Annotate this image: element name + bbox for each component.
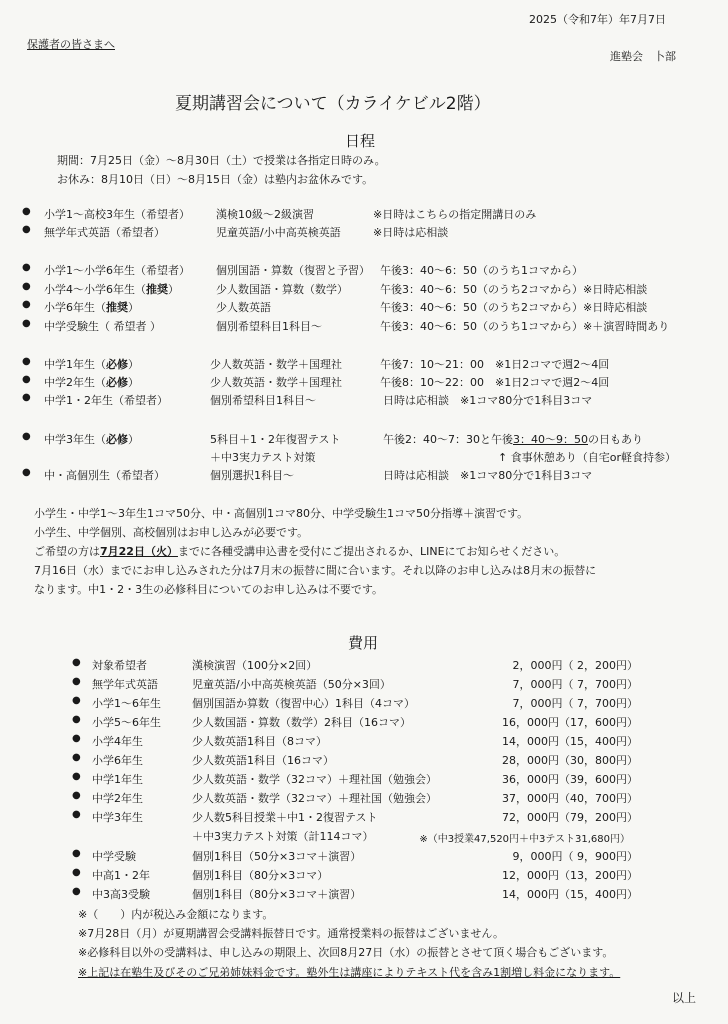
fee-target: 小学5～6年生 <box>92 716 161 729</box>
bullet-icon: ● <box>22 392 31 403</box>
schedule-time: 午後3：40～6：50（のうち1コマから）※＋演習時間あり <box>380 320 670 333</box>
schedule-grade: 中学3年生（必修） <box>44 433 139 446</box>
schedule-time: 午後3：40～6：50（のうち2コマから）※日時応相談 <box>380 301 648 314</box>
fee-target: 中高1・2年 <box>92 869 150 882</box>
issue-date: 2025（令和7年）年7月7日 <box>529 13 666 26</box>
bullet-icon: ● <box>72 752 81 763</box>
fee-target: 中学2年生 <box>92 792 143 805</box>
bullet-icon: ● <box>22 467 31 478</box>
fee-note: ※7月28日（月）が夏期講習会受講料振替日です。通常授業料の振替はございません。 <box>78 927 504 940</box>
sender: 進塾会 卜部 <box>610 50 676 63</box>
schedule-time: 午後3：40～6：50（のうち1コマから） <box>380 264 583 277</box>
fee-course: 少人数英語・数学（32コマ）＋理社国（勉強会） <box>192 792 437 805</box>
schedule-note: なります。中1・2・3生の必修科目についてのお申し込みは不要です。 <box>34 583 384 596</box>
fee-price: 2，000円（ 2，200円） <box>512 659 638 672</box>
bullet-icon: ● <box>22 318 31 329</box>
fees-heading: 費用 <box>348 634 379 652</box>
schedule-time: 日時は応相談 ※1コマ80分で1科目3コマ <box>383 469 593 482</box>
fee-course: 個別国語か算数（復習中心）1科目（4コマ） <box>192 697 415 710</box>
bullet-icon: ● <box>22 224 31 235</box>
schedule-course: 児童英語/小中高英検英語 <box>216 226 341 239</box>
schedule-period: 期間：7月25日（金）～8月30日（土）で授業は各指定日時のみ。 <box>57 154 386 167</box>
fee-price: 9，000円（ 9，900円） <box>512 850 638 863</box>
bullet-icon: ● <box>72 809 81 820</box>
schedule-grade: 小学1～高校3年生（希望者） <box>44 208 190 221</box>
closing-mark: 以上 <box>672 991 697 1005</box>
schedule-time: ※日時はこちらの指定開講日のみ <box>373 208 537 221</box>
page-title: 夏期講習会について（カライケビル2階） <box>175 94 491 114</box>
bullet-icon: ● <box>72 657 81 668</box>
schedule-course: 個別国語・算数（復習と予習） <box>216 264 370 277</box>
schedule-grade: 無学年式英語（希望者） <box>44 226 165 239</box>
fee-target: 中学1年生 <box>92 773 143 786</box>
bullet-icon: ● <box>72 771 81 782</box>
schedule-grade: 小学1～小学6年生（希望者） <box>44 264 190 277</box>
schedule-note: 小学生・中学1～3年生1コマ50分、中・高個別1コマ80分、中学受験生1コマ50分指導＋演習です。 <box>34 507 529 520</box>
schedule-time: 午後3：40～6：50（のうち2コマから）※日時応相談 <box>380 283 648 296</box>
fee-target: 小学6年生 <box>92 754 143 767</box>
schedule-grade: 中学受験生（ 希望者 ） <box>44 320 161 333</box>
fee-price: 28，000円（30，800円） <box>502 754 638 767</box>
schedule-time: ※日時は応相談 <box>373 226 449 239</box>
schedule-grade: 小学6年生（推奨） <box>44 301 139 314</box>
schedule-grade: 中学1年生（必修） <box>44 358 139 371</box>
schedule-holiday: お休み：8月10日（日）～8月15日（金）は塾内お盆休みです。 <box>57 173 374 186</box>
schedule-course: 個別希望科目1科目～ <box>210 394 316 407</box>
bullet-icon: ● <box>22 299 31 310</box>
fee-price: 12，000円（13，200円） <box>502 869 638 882</box>
schedule-course: 少人数国語・算数（数学） <box>216 283 348 296</box>
schedule-note: 7月16日（水）までにお申し込みされた分は7月末の振替に間に合います。それ以降のお申し込みは8月末の振替に <box>34 564 597 577</box>
bullet-icon: ● <box>72 676 81 687</box>
bullet-icon: ● <box>22 356 31 367</box>
schedule-course: 5科目＋1・2年復習テスト <box>210 433 341 446</box>
bullet-icon: ● <box>22 281 31 292</box>
fee-target: 中3高3受験 <box>92 888 150 901</box>
schedule-course: 漢検10級～2級演習 <box>216 208 314 221</box>
bullet-icon: ● <box>22 374 31 385</box>
bullet-icon: ● <box>22 206 31 217</box>
fee-note: ※（ ）内が税込み金額になります。 <box>78 908 274 921</box>
bullet-icon: ● <box>22 431 31 442</box>
schedule-grade: 小学4～小学6年生（推奨） <box>44 283 179 296</box>
bullet-icon: ● <box>72 867 81 878</box>
fee-course: 個別1科目（50分×3コマ＋演習） <box>192 850 362 863</box>
fee-price: 7，000円（ 7，700円） <box>512 678 638 691</box>
fee-course: 少人数英語・数学（32コマ）＋理社国（勉強会） <box>192 773 437 786</box>
fee-course: 個別1科目（80分×3コマ＋演習） <box>192 888 362 901</box>
addressee: 保護者の皆さまへ <box>27 38 115 51</box>
fee-target: 小学1～6年生 <box>92 697 161 710</box>
fee-target: 中学受験 <box>92 850 136 863</box>
schedule-course: 個別希望科目1科目～ <box>216 320 322 333</box>
fee-target: 無学年式英語 <box>92 678 158 691</box>
fee-target: 小学4年生 <box>92 735 143 748</box>
schedule-grade: 中・高個別生（希望者） <box>44 469 165 482</box>
fee-price: 14，000円（15，400円） <box>502 888 638 901</box>
bullet-icon: ● <box>72 714 81 725</box>
fee-course-extra: ＋中3実力テスト対策（計114コマ） <box>192 830 374 843</box>
bullet-icon: ● <box>72 695 81 706</box>
schedule-course: 少人数英語・数学＋国理社 <box>210 376 342 389</box>
schedule-time: 午後2：40～7：30と午後3：40～9：50の日もあり <box>383 433 643 446</box>
fee-price: 37，000円（40，700円） <box>502 792 638 805</box>
fee-course: 少人数英語1科目（8コマ） <box>192 735 327 748</box>
deadline-note: ご希望の方は7月22日（火）までに各種受講申込書を受付にご提出されるか、LINEにてお知らせください。 <box>34 545 566 558</box>
schedule-note: 小学生、中学個別、高校個別はお申し込みが必要です。 <box>34 526 309 539</box>
fee-price: 7，000円（ 7，700円） <box>512 697 638 710</box>
schedule-course: 個別選択1科目～ <box>210 469 294 482</box>
bullet-icon: ● <box>72 790 81 801</box>
schedule-course: 少人数英語 <box>216 301 271 314</box>
schedule-course: 少人数英語・数学＋国理社 <box>210 358 342 371</box>
fee-price-breakdown: ※（中3授業47,520円＋中3テスト31,680円） <box>419 834 630 845</box>
fee-course: 漢検演習（100分×2回） <box>192 659 318 672</box>
fee-course: 児童英語/小中高英検英語（50分×3回） <box>192 678 391 691</box>
bullet-icon: ● <box>72 886 81 897</box>
fee-price: 14，000円（15，400円） <box>502 735 638 748</box>
fee-course: 少人数5科目授業＋中1・2復習テスト <box>192 811 378 824</box>
schedule-time: 日時は応相談 ※1コマ80分で1科目3コマ <box>383 394 593 407</box>
fee-course: 少人数英語1科目（16コマ） <box>192 754 334 767</box>
fee-price: 16，000円（17，600円） <box>502 716 638 729</box>
bullet-icon: ● <box>22 262 31 273</box>
fee-price: 36，000円（39，600円） <box>502 773 638 786</box>
fee-target: 対象希望者 <box>92 659 147 672</box>
schedule-grade: 中学2年生（必修） <box>44 376 139 389</box>
schedule-time: 午後7：10～21：00 ※1日2コマで週2～4回 <box>380 358 610 371</box>
schedule-course-extra: ＋中3実力テスト対策 <box>210 451 316 464</box>
fee-course: 個別1科目（80分×3コマ） <box>192 869 329 882</box>
fee-course: 少人数国語・算数（数学）2科目（16コマ） <box>192 716 411 729</box>
fee-price: 72，000円（79，200円） <box>502 811 638 824</box>
schedule-grade: 中学1・2年生（希望者） <box>44 394 168 407</box>
schedule-heading: 日程 <box>345 132 376 150</box>
fee-note: ※上記は在塾生及びそのご兄弟姉妹料金です。塾外生は講座によりテキスト代を含み1割増し料金になります。 <box>78 966 621 979</box>
bullet-icon: ● <box>72 733 81 744</box>
fee-note: ※必修科目以外の受講料は、申し込みの期限上、次回8月27日（水）の振替とさせて頂く場合もございます。 <box>78 946 614 959</box>
bullet-icon: ● <box>72 848 81 859</box>
fee-target: 中学3年生 <box>92 811 143 824</box>
schedule-time-extra: ↑ 食事休憩あり（自宅or軽食持参） <box>498 451 676 464</box>
schedule-time: 午後8：10～22：00 ※1日2コマで週2～4回 <box>380 376 610 389</box>
